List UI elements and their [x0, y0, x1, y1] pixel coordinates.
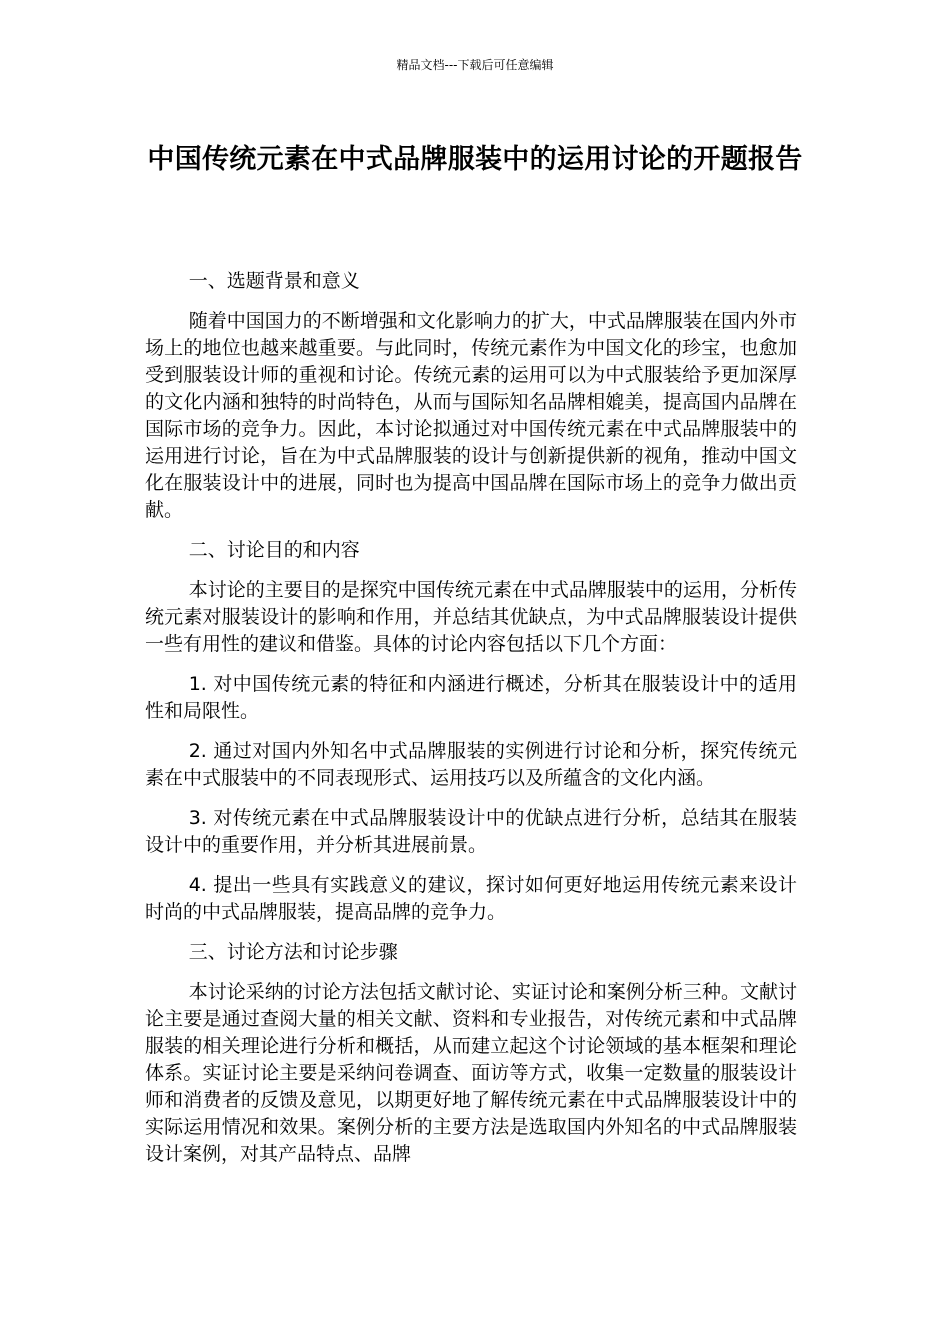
paragraph-purpose: 本讨论的主要目的是探究中国传统元素在中式品牌服装中的运用，分析传统元素对服装设计的影响和作用，并总结其优缺点，为中式品牌服装设计提供一些有用性的建议和借鉴。具体的讨论内容包括以下几个方面： [145, 579, 797, 655]
list-item: 4. 提出一些具有实践意义的建议，探讨如何更好地运用传统元素来设计时尚的中式品牌服装，提高品牌的竞争力。 [145, 874, 797, 923]
section-heading-methods: 三、讨论方法和讨论步骤 [188, 941, 398, 963]
paragraph-background: 随着中国国力的不断增强和文化影响力的扩大，中式品牌服装在国内外市场上的地位也越来越重要。与此同时，传统元素作为中国文化的珍宝，也愈加受到服装设计师的重视和讨论。传统元素的运用可以为中式服装给予更加深厚的文化内涵和独特的时尚特色，从而与国际知名品牌相媲美，提高国内品牌在国际市场的竞争力。因此，本讨论拟通过对中国传统元素在中式品牌服装中的运用进行讨论，旨在为中式品牌服装的设计与创新提供新的视角，推动中国文化在服装设计中的进展，同时也为提高中国品牌在国际市场上的竞争力做出贡献。 [145, 310, 797, 521]
paragraph-methods: 本讨论采纳的讨论方法包括文献讨论、实证讨论和案例分析三种。文献讨论主要是通过查阅大量的相关文献、资料和专业报告，对传统元素和中式品牌服装的相关理论进行分析和概括，从而建立起这个讨论领域的基本框架和理论体系。实证讨论主要是采纳问卷调查、面访等方式，收集一定数量的服装设计师和消费者的反馈及意见，以期更好地了解传统元素在中式品牌服装设计中的实际运用情况和效果。案例分析的主要方法是选取国内外知名的中式品牌服装设计案例，对其产品特点、品牌 [145, 981, 797, 1165]
list-item: 3. 对传统元素在中式品牌服装设计中的优缺点进行分析，总结其在服装设计中的重要作用，并分析其进展前景。 [145, 807, 797, 856]
section-heading-background: 一、选题背景和意义 [188, 270, 360, 292]
section-heading-purpose: 二、讨论目的和内容 [188, 539, 360, 561]
header-note: 精品文档---下载后可任意编辑 [396, 58, 554, 72]
document-body [145, 268, 797, 1181]
list-item: 1. 对中国传统元素的特征和内涵进行概述，分析其在服装设计中的适用性和局限性。 [145, 673, 797, 722]
list-item: 2. 通过对国内外知名中式品牌服装的实例进行讨论和分析，探究传统元素在中式服装中的不同表现形式、运用技巧以及所蕴含的文化内涵。 [145, 740, 797, 789]
document-title: 中国传统元素在中式品牌服装中的运用讨论的开题报告 [147, 144, 803, 175]
